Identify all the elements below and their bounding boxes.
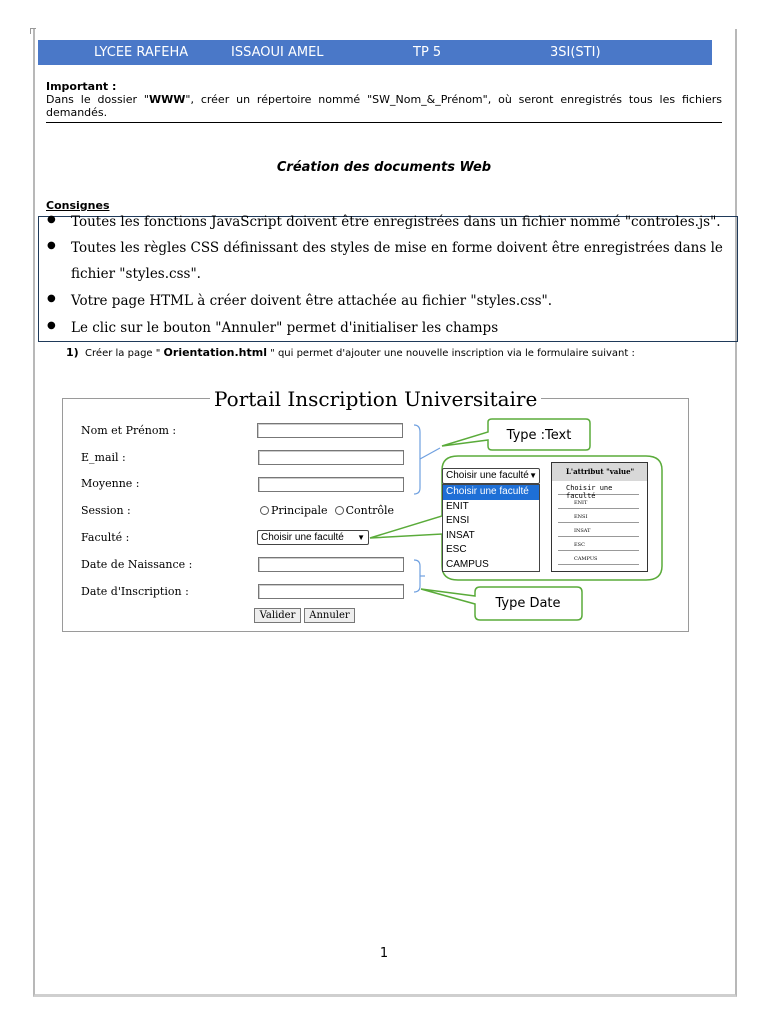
faculte-select-value: Choisir une faculté: [261, 532, 344, 543]
dropdown-option: ENIT: [446, 500, 469, 512]
type-date-label: Type Date: [495, 596, 561, 611]
header-school: LYCEE RAFEHA: [94, 45, 189, 60]
header-teacher: ISSAOUI AMEL: [231, 45, 324, 60]
dropdown-preview-list: [442, 484, 540, 572]
dropdown-option: Choisir une faculté: [443, 485, 539, 500]
form-legend: Portail Inscription Universitaire: [210, 387, 541, 411]
consigne-text: Toutes les règles CSS définissant des styles de mise en forme doivent être enregistrées dans le: [71, 240, 723, 256]
type-text-label: Type :Text: [506, 428, 572, 443]
value-table-row: Choisir une faculté: [558, 481, 639, 495]
step-text-after: " qui permet d'ajouter une nouvelle inscription via le formulaire suivant :: [266, 348, 635, 359]
important-label: Important :: [46, 80, 117, 93]
consigne-text: fichier "styles.css".: [71, 266, 201, 282]
value-table-row: ENSI: [558, 509, 639, 523]
consigne-text: Votre page HTML à créer doivent être attachée au fichier "styles.css".: [71, 293, 553, 309]
step-text-before: Créer la page ": [85, 348, 164, 359]
important-folder: WWW: [148, 93, 186, 106]
label-nom: Nom et Prénom :: [81, 424, 177, 437]
annuler-button[interactable]: Annuler: [304, 608, 355, 623]
label-faculte: Faculté :: [81, 531, 130, 544]
dropdown-option: CAMPUS: [446, 558, 489, 570]
dropdown-option: ESC: [446, 544, 467, 555]
step-page-name: Orientation.html: [163, 346, 267, 359]
label-session: Session :: [81, 504, 131, 517]
label-moyenne: Moyenne :: [81, 477, 140, 490]
bullet-icon: ●: [47, 240, 56, 251]
value-table-row: ESC: [558, 537, 639, 551]
chevron-down-icon: ▼: [357, 533, 365, 542]
consignes-label: Consignes: [46, 199, 110, 212]
value-table-header: L'attribut "value": [552, 463, 647, 481]
value-attribute-table: [551, 462, 648, 572]
header-tp: TP 5: [413, 45, 442, 60]
bullet-icon: ●: [47, 293, 56, 304]
page-number: 1: [379, 946, 389, 961]
doc-title: Création des documents Web: [276, 160, 492, 175]
chevron-down-icon: ▼: [529, 471, 537, 480]
dropdown-option: ENSI: [446, 515, 470, 526]
dropdown-option: INSAT: [446, 529, 475, 541]
bullet-icon: ●: [47, 214, 56, 225]
important-text-before: Dans le dossier ": [46, 93, 149, 106]
valider-button[interactable]: Valider: [254, 608, 301, 623]
radio-principale-label: Principale: [271, 504, 328, 517]
consigne-text: Le clic sur le bouton "Annuler" permet d'initialiser les champs: [71, 320, 499, 336]
important-text-after: ", créer un répertoire nommé "SW_Nom_&_Prénom", où seront enregistrés tous les fichiers demandés.: [46, 93, 722, 119]
consigne-text: Toutes les fonctions JavaScript doivent être enregistrées dans un fichier nommé "controles.js".: [71, 214, 721, 230]
value-table-row: INSAT: [558, 523, 639, 537]
bullet-icon: ●: [47, 320, 56, 331]
step-number: 1): [66, 346, 79, 359]
value-table-row: CAMPUS: [558, 551, 639, 565]
label-naissance: Date de Naissance :: [81, 558, 193, 571]
label-email: E_mail :: [81, 451, 126, 464]
dropdown-preview-select: [442, 468, 540, 484]
radio-controle-label: Contrôle: [345, 504, 395, 517]
dropdown-preview-value: Choisir une faculté: [446, 470, 529, 481]
label-inscription: Date d'Inscription :: [81, 585, 189, 598]
header-class: 3SI(STI): [550, 45, 601, 60]
value-table-row: ENIT: [558, 495, 639, 509]
